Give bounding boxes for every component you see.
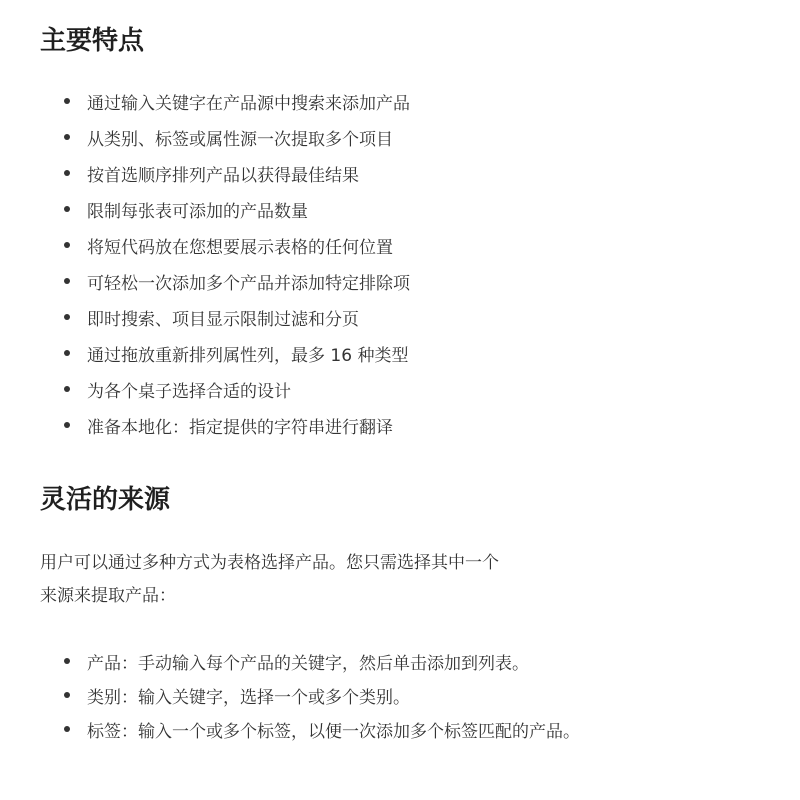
- sources-intro-line-2: 来源来提取产品：: [40, 586, 176, 606]
- bullet-icon: [64, 692, 70, 698]
- sources-intro: [40, 547, 780, 613]
- list-item-text: 标签：输入一个或多个标签，以便一次添加多个标签匹配的产品。: [87, 721, 580, 742]
- list-item: [40, 299, 780, 335]
- list-item-text: 产品：手动输入每个产品的关键字，然后单击添加到列表。: [87, 653, 529, 674]
- bullet-icon: [64, 350, 70, 356]
- bullet-icon: [64, 98, 70, 104]
- list-item-text: 将短代码放在您想要展示表格的任何位置: [87, 237, 393, 258]
- list-item: [40, 712, 780, 746]
- list-item-text: 类别：输入关键字，选择一个或多个类别。: [87, 687, 410, 708]
- list-item-text: 可轻松一次添加多个产品并添加特定排除项: [87, 273, 410, 294]
- list-item: [40, 644, 780, 678]
- list-item: [40, 83, 780, 119]
- bullet-icon: [64, 278, 70, 284]
- list-item-text: 为各个桌子选择合适的设计: [87, 381, 291, 402]
- list-item: [40, 678, 780, 712]
- list-item-text: 从类别、标签或属性源一次提取多个项目: [87, 129, 393, 150]
- article-content: [40, 0, 780, 746]
- bullet-icon: [64, 314, 70, 320]
- bullet-icon: [64, 658, 70, 664]
- list-item-text: 限制每张表可添加的产品数量: [87, 201, 308, 222]
- bullet-icon: [64, 206, 70, 212]
- bullet-icon: [64, 134, 70, 140]
- list-item-text: 通过拖放重新排列属性列，最多 16 种类型: [87, 345, 409, 366]
- sources-heading: 灵活的来源: [40, 485, 171, 515]
- list-item: [40, 155, 780, 191]
- list-item-text: 通过输入关键字在产品源中搜索来添加产品: [87, 93, 410, 114]
- list-item: [40, 263, 780, 299]
- sources-list: [40, 644, 780, 746]
- bullet-icon: [64, 726, 70, 732]
- list-item: [40, 191, 780, 227]
- list-item: [40, 227, 780, 263]
- bullet-icon: [64, 386, 70, 392]
- list-item: [40, 119, 780, 155]
- features-list: [40, 83, 780, 443]
- list-item: [40, 371, 780, 407]
- list-item-text: 准备本地化：指定提供的字符串进行翻译: [87, 417, 393, 438]
- features-heading: 主要特点: [40, 26, 145, 56]
- sources-intro-line-1: 用户可以通过多种方式为表格选择产品。您只需选择其中一个: [40, 553, 499, 573]
- bullet-icon: [64, 170, 70, 176]
- list-item-text: 即时搜索、项目显示限制过滤和分页: [87, 309, 359, 330]
- list-item: [40, 407, 780, 443]
- list-item: [40, 335, 780, 371]
- bullet-icon: [64, 242, 70, 248]
- bullet-icon: [64, 422, 70, 428]
- list-item-text: 按首选顺序排列产品以获得最佳结果: [87, 165, 359, 186]
